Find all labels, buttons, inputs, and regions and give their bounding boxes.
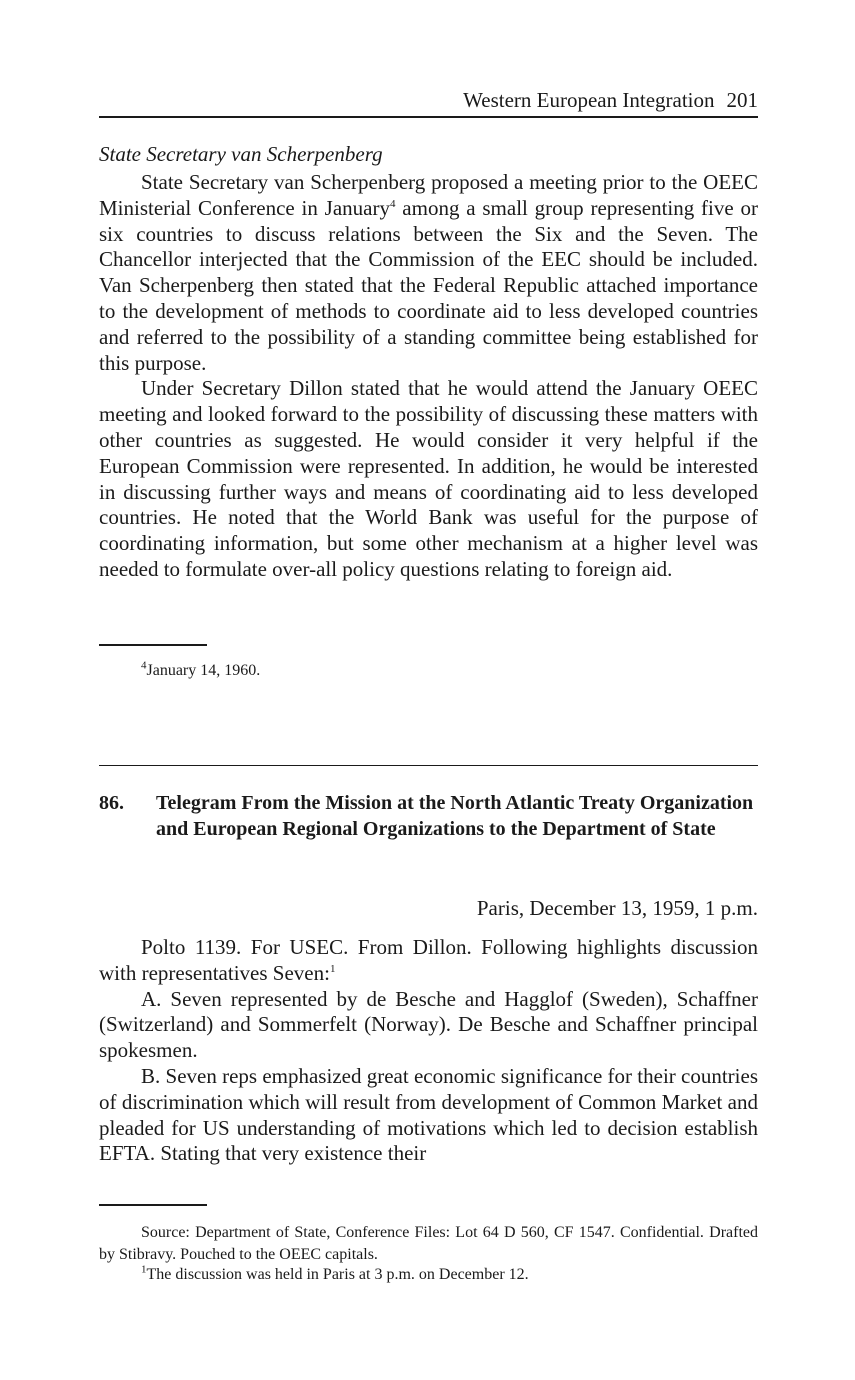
page-number: 201	[726, 88, 758, 112]
document-heading	[99, 790, 758, 842]
paragraph-1: State Secretary van Scherpenberg proposed a meeting prior to the OEEC Ministerial Conference in January$^4$ among a small group representing five or six countries to discuss relations between the Six and the Seven. The Chancellor interjected that the Commission of the EEC should be included. Van Scherpenberg then stated that the Federal Republic attached importance to the development of methods to coordinate aid to less developed countries and referred to the possibility of a standing committee being established for this purpose.	[99, 170, 759, 375]
footnote-4: $^4$January 14, 1960.	[141, 659, 261, 679]
dateline: Paris, December 13, 1959, 1 p.m.	[476, 896, 758, 920]
header-rule	[99, 116, 758, 118]
paragraph-2: Under Secretary Dillon stated that he would attend the January OEEC meeting and looked forward to the possibility of discussing these matters with other countries as suggested. He would consider it very helpful if the European Commission were represented. In addition, he would be interested in discussing further ways and means of coordinating aid to less developed countries. He noted that the World Bank was useful for the purpose of coordinating information, but some other mechanism at a higher level was needed to formulate over-all policy questions relating to foreign aid.	[99, 376, 758, 581]
section-heading: State Secretary van Scherpenberg	[99, 142, 383, 166]
document-body	[99, 935, 758, 1167]
footnote-rule-1	[99, 644, 207, 646]
footnote-ref-4: 4	[389, 197, 396, 210]
running-head	[463, 88, 758, 113]
doc-paragraph-1: Polto 1139. For USEC. From Dillon. Following highlights discussion with representatives Seven:$^1$	[99, 935, 758, 985]
footnote-1: $^1$The discussion was held in Paris at 3 p.m. on December 12.	[141, 1263, 529, 1283]
document-separator-rule	[99, 765, 758, 766]
document-title: Telegram From the Mission at the North Atlantic Treaty Organization and European Regional Organizations to the Department of State	[156, 792, 754, 840]
source-note: Source: Department of State, Conference Files: Lot 64 D 560, CF 1547. Confidential. Drafted by Stibravy. Pouched to the OEEC capitals.	[99, 1224, 758, 1263]
doc-paragraph-3: B. Seven reps emphasized great economic significance for their countries of discrimination which will result from development of Common Market and pleaded for US understanding of motivations which led to decision establish EFTA. Stating that very existence their	[99, 1063, 758, 1166]
footnote-rule-2	[99, 1204, 207, 1206]
doc-paragraph-2: A. Seven represented by de Besche and Hagglof (Sweden), Schaffner (Switzerland) and Sommerfelt (Norway). De Besche and Schaffner principal spokesmen.	[99, 986, 758, 1063]
footnote-ref-1: 1	[329, 962, 336, 975]
section-body	[99, 170, 758, 583]
document-number: 86.	[99, 792, 124, 814]
running-title: Western European Integration	[463, 88, 715, 112]
